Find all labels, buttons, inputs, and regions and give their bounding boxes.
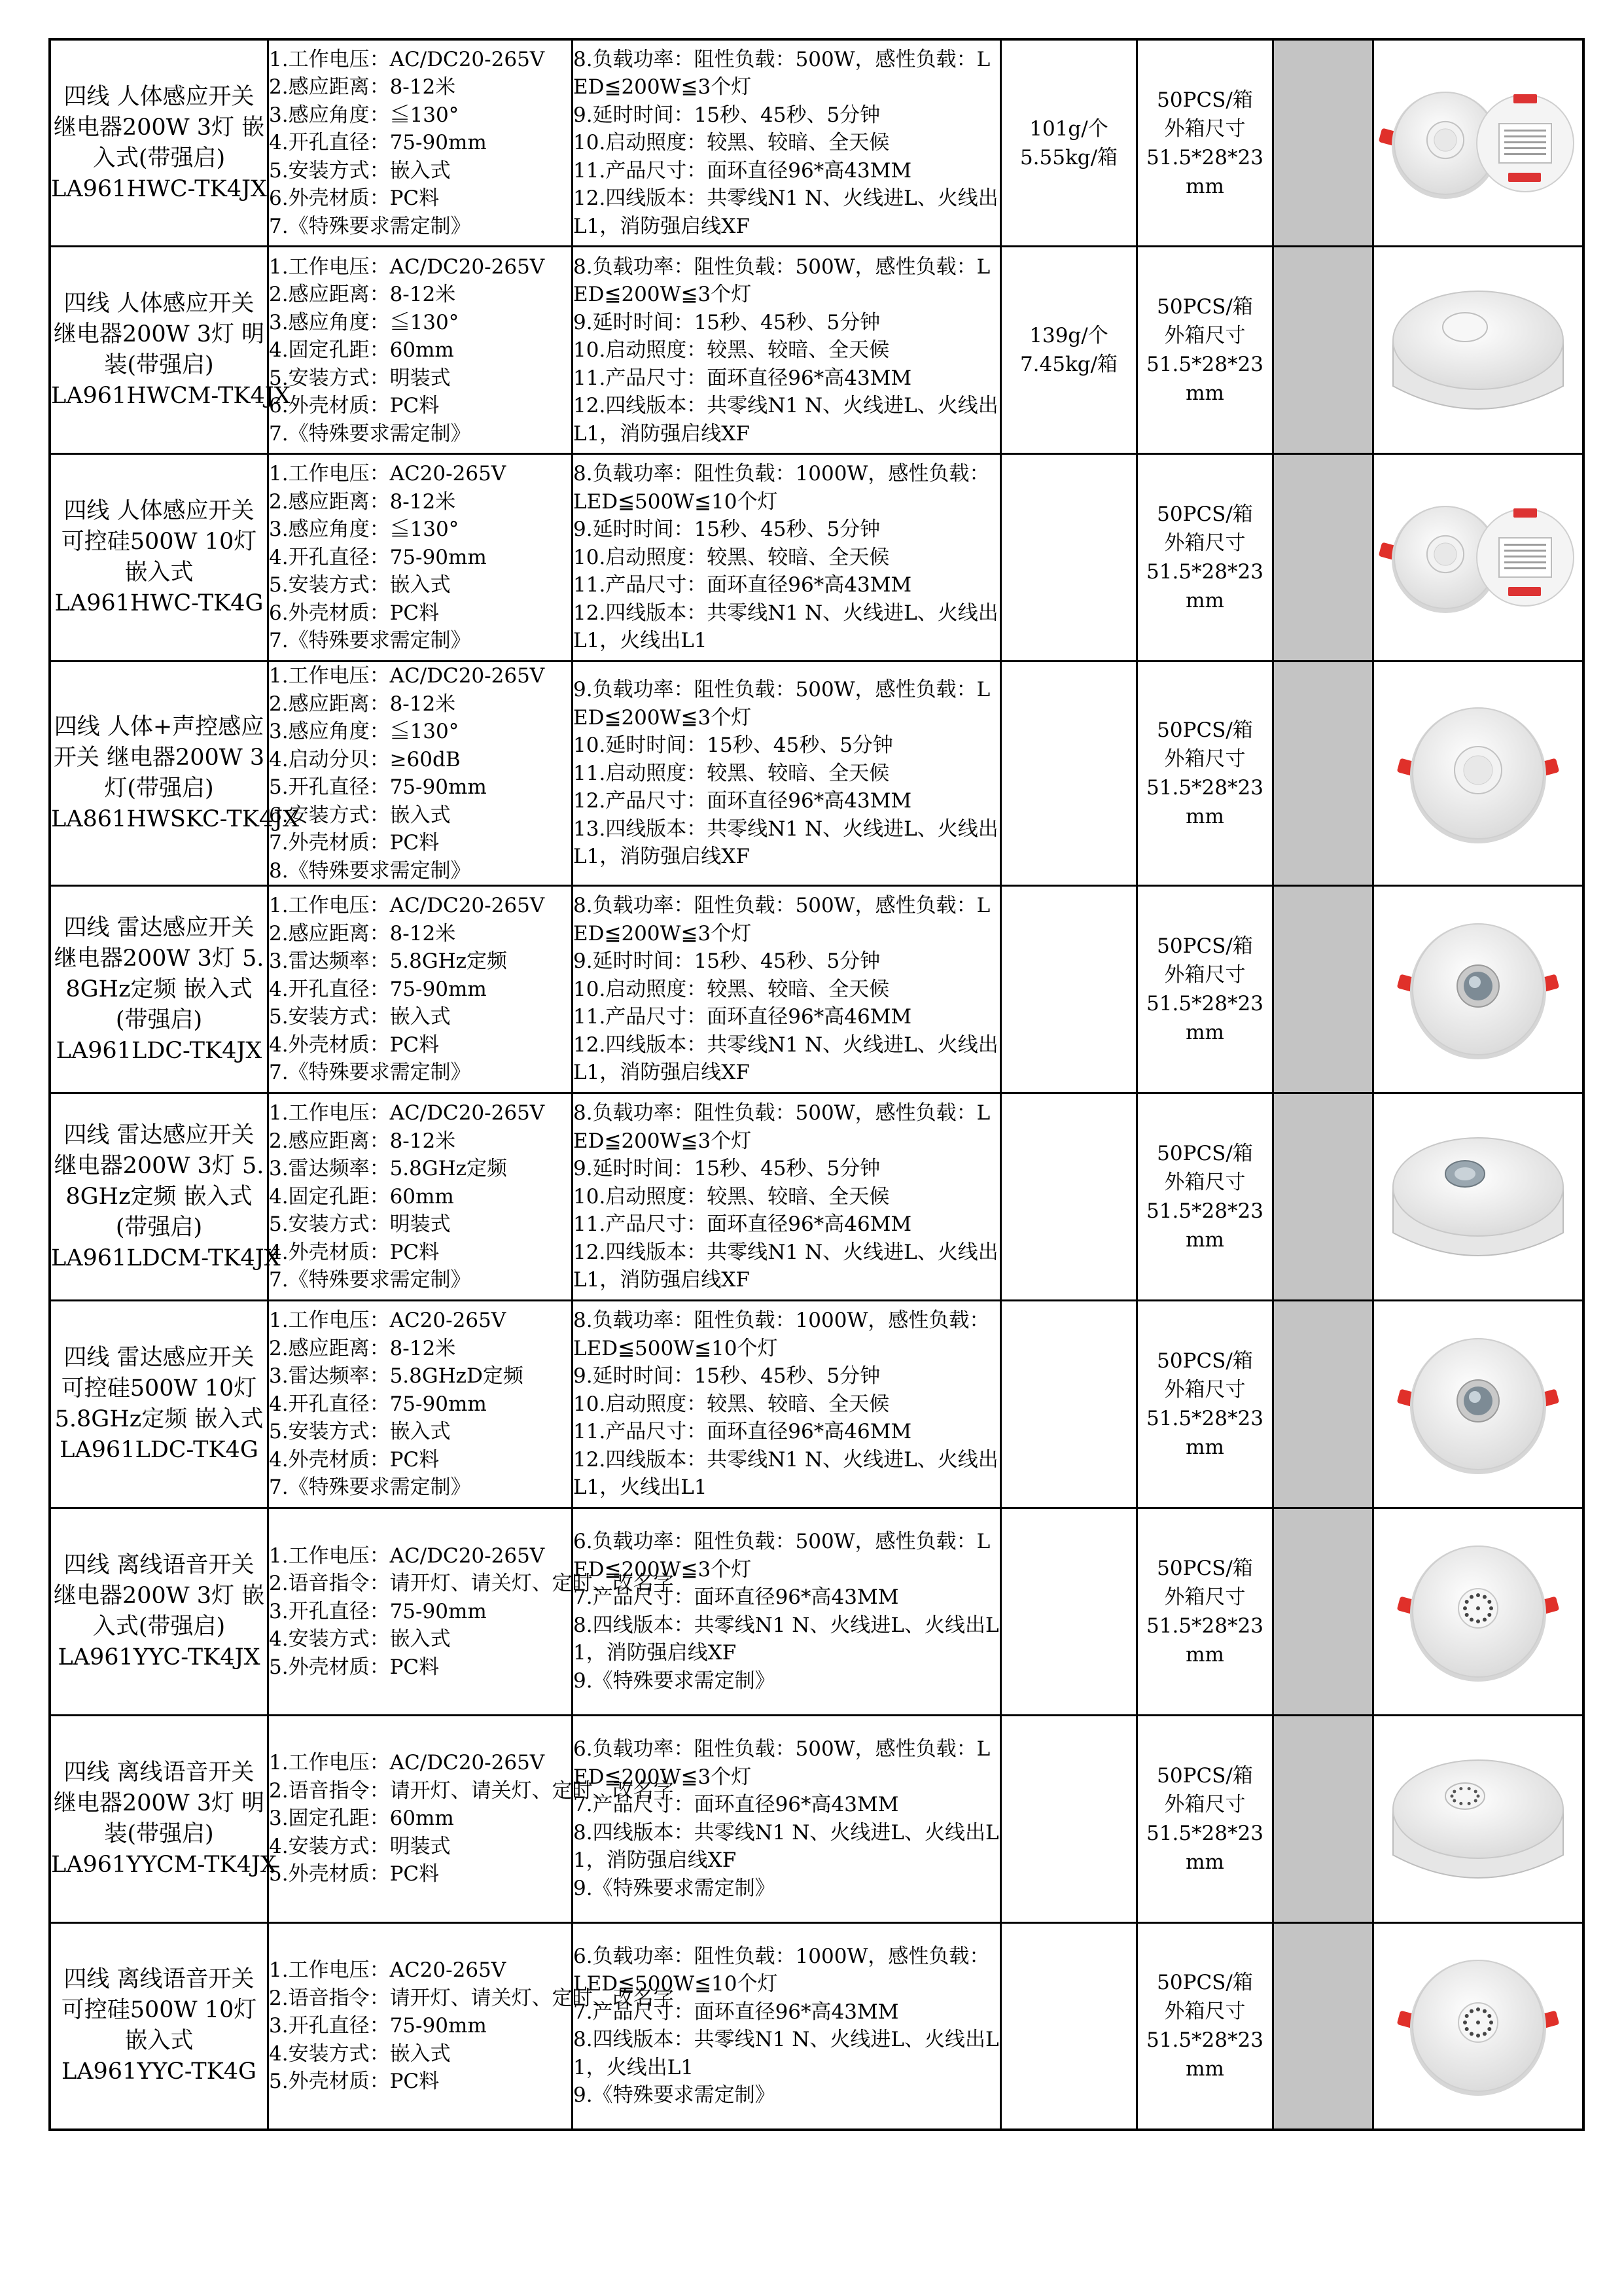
spec-b-line: 12.产品尺寸：面环直径96*高43MM: [573, 789, 912, 813]
spec-b-line: 9.《特殊要求需定制》: [573, 1876, 775, 1900]
spec-column-b: [573, 39, 1001, 247]
pack-line: 51.5*28*23mm: [1146, 1614, 1263, 1667]
spec-b-line: 6.负载功率：阻性负载：1000W，感性负载：LED≦500W≦10个灯: [573, 1944, 990, 1996]
packing-cell: [1137, 247, 1273, 454]
spec-a-line: 3.感应角度：≦130°: [269, 310, 459, 334]
spec-column-a: [268, 1093, 573, 1301]
weight-line: 101g/个: [1029, 116, 1108, 141]
spec-b-line: 11.产品尺寸：面环直径96*高43MM: [573, 158, 912, 183]
spec-a-line: 1.工作电压：AC/DC20-265V: [269, 664, 545, 688]
spec-b-line: 6.负载功率：阻性负载：500W，感性负载：LED≦200W≦3个灯: [573, 1737, 991, 1789]
spec-a-line: 4.外壳材质：PC料: [269, 1447, 440, 1472]
spec-b-line: 8.负载功率：阻性负载：1000W，感性负载：LED≦500W≦10个灯: [573, 462, 990, 514]
packing-cell: [1137, 39, 1273, 247]
pack-line: 51.5*28*23mm: [1146, 1199, 1263, 1252]
spec-a-line: 7.《特殊要求需定制》: [269, 629, 471, 653]
spec-column-a: [268, 1300, 573, 1508]
spec-a-line: 8.《特殊要求需定制》: [269, 858, 471, 883]
spec-a-line: 3.雷达频率：5.8GHz定频: [269, 949, 508, 974]
table-row-10: [50, 1922, 1583, 2130]
pack-line: 50PCS/箱: [1157, 503, 1253, 527]
pack-line: 50PCS/箱: [1157, 88, 1253, 112]
spec-b-line: 8.四线版本：共零线N1 N、火线进L、火线出L1，消防强启线XF: [573, 1820, 999, 1873]
gray-column-cell: [1273, 247, 1373, 454]
table-row-4: [50, 662, 1583, 886]
spec-a-line: 1.工作电压：AC/DC20-265V: [269, 894, 545, 918]
pack-line: 50PCS/箱: [1157, 1349, 1253, 1373]
spec-b-line: 11.产品尺寸：面环直径96*高46MM: [573, 1005, 912, 1029]
gray-column-cell: [1273, 886, 1373, 1093]
spec-a-line: 2.感应距离：8-12米: [269, 283, 456, 307]
spec-b-line: 9.延时时间：15秒、45秒、5分钟: [573, 518, 881, 542]
product-name: 四线 离线语音开关 可控硅500W 10灯 嵌入式: [61, 1966, 257, 2055]
pack-line: 外箱尺寸: [1164, 531, 1246, 556]
product-model: LA961YYCM-TK4JX: [51, 1851, 277, 1878]
pack-line: 50PCS/箱: [1157, 1556, 1253, 1580]
product-model: LA961HWC-TK4G: [54, 590, 264, 617]
spec-a-line: 5.开孔直径：75-90mm: [269, 775, 487, 800]
spec-a-line: 3.开孔直径：75-90mm: [269, 2014, 487, 2038]
spec-a-line: 4.固定孔距：60mm: [269, 1184, 454, 1209]
spec-a-line: 5.安装方式：明装式: [269, 366, 451, 390]
spec-b-line: 7.产品尺寸：面环直径96*高43MM: [573, 2000, 899, 2024]
radar-recessed-icon: [1380, 1309, 1576, 1499]
pack-line: 51.5*28*23mm: [1146, 1821, 1263, 1874]
product-image-cell: [1373, 454, 1584, 662]
spec-a-line: 1.工作电压：AC/DC20-265V: [269, 47, 545, 71]
spec-column-b: [573, 247, 1001, 454]
product-image-cell: [1373, 662, 1584, 886]
spec-a-line: 6.外壳材质：PC料: [269, 601, 440, 625]
weight-cell: [1001, 1508, 1137, 1715]
spec-b-line: 8.负载功率：阻性负载：500W，感性负载：LED≦200W≦3个灯: [573, 47, 991, 99]
product-name-cell: [50, 1093, 281, 1301]
pack-line: 50PCS/箱: [1157, 1971, 1253, 1995]
spec-a-line: 7.外壳材质：PC料: [269, 831, 440, 855]
spec-a-line: 3.固定孔距：60mm: [269, 1807, 454, 1831]
spec-b-line: 10.启动照度：较黑、较暗、全天候: [573, 977, 890, 1001]
spec-a-line: 1.工作电压：AC/DC20-265V: [269, 255, 545, 279]
product-image-cell: [1373, 1715, 1584, 1922]
product-name: 四线 人体感应开关 可控硅500W 10灯 嵌入式: [61, 498, 257, 586]
pack-line: 外箱尺寸: [1164, 1585, 1246, 1609]
spec-a-line: 5.安装方式：嵌入式: [269, 573, 451, 597]
spec-column-a: [268, 886, 573, 1093]
packing-cell: [1137, 1508, 1273, 1715]
spec-a-line: 1.工作电压：AC20-265V: [269, 1958, 506, 1983]
gray-column-cell: [1273, 1508, 1373, 1715]
spec-column-b: [573, 1715, 1001, 1922]
spec-b-line: 9.延时时间：15秒、45秒、5分钟: [573, 1364, 881, 1388]
pack-line: 外箱尺寸: [1164, 2000, 1246, 2024]
spec-a-line: 2.感应距离：8-12米: [269, 1129, 456, 1153]
spec-b-line: 11.产品尺寸：面环直径96*高43MM: [573, 573, 912, 597]
product-image-cell: [1373, 1300, 1584, 1508]
spec-a-line: 7.《特殊要求需定制》: [269, 1061, 471, 1085]
product-model: LA961HWC-TK4JX: [51, 175, 267, 202]
spec-a-line: 1.工作电压：AC20-265V: [269, 462, 506, 486]
spec-a-line: 3.感应角度：≦130°: [269, 103, 459, 127]
spec-b-line: 11.产品尺寸：面环直径96*高46MM: [573, 1212, 912, 1237]
pack-line: 外箱尺寸: [1164, 747, 1246, 771]
weight-cell: [1001, 454, 1137, 662]
spec-column-b: [573, 1508, 1001, 1715]
spec-a-line: 4.安装方式：明装式: [269, 1834, 451, 1858]
spec-a-line: 4.外壳材质：PC料: [269, 1240, 440, 1264]
table-row-2: [50, 247, 1583, 454]
pack-line: 外箱尺寸: [1164, 1377, 1246, 1402]
spec-a-line: 3.开孔直径：75-90mm: [269, 1599, 487, 1623]
product-image-cell: [1373, 886, 1584, 1093]
spec-a-line: 2.感应距离：8-12米: [269, 1336, 456, 1360]
packing-cell: [1137, 1922, 1273, 2130]
product-image-cell: [1373, 1508, 1584, 1715]
spec-b-line: 12.四线版本：共零线N1 N、火线进L、火线出L1，消防强启线XF: [573, 394, 998, 446]
gray-column-cell: [1273, 662, 1373, 886]
pir-surface-mount-icon: [1380, 255, 1576, 445]
spec-b-line: 12.四线版本：共零线N1 N、火线进L、火线出L1，消防强启线XF: [573, 1033, 998, 1085]
spec-column-b: [573, 662, 1001, 886]
weight-cell: [1001, 247, 1137, 454]
packing-cell: [1137, 886, 1273, 1093]
pir-recessed-icon: [1380, 679, 1576, 868]
product-name: 四线 雷达感应开关 继电器200W 3灯 5.8GHz定频 嵌入式(带强启): [54, 914, 264, 1033]
spec-column-a: [268, 454, 573, 662]
pack-line: 50PCS/箱: [1157, 1142, 1253, 1165]
spec-b-line: 9.《特殊要求需定制》: [573, 2083, 775, 2108]
product-name-cell: [50, 247, 291, 454]
weight-cell: [1001, 39, 1137, 247]
spec-a-line: 5.外壳材质：PC料: [269, 2070, 440, 2094]
spec-b-line: 8.负载功率：阻性负载：500W，感性负载：LED≦200W≦3个灯: [573, 894, 991, 945]
product-image-cell: [1373, 1093, 1584, 1301]
weight-cell: [1001, 1715, 1137, 1922]
product-model: LA861HWSKC-TK4JX: [51, 806, 300, 833]
spec-a-line: 2.感应距离：8-12米: [269, 489, 456, 514]
packing-cell: [1137, 1300, 1273, 1508]
product-image-cell: [1373, 1922, 1584, 2130]
product-name-cell: [50, 662, 300, 886]
table-row-8: [50, 1508, 1583, 1715]
weight-cell: [1001, 662, 1137, 886]
product-name-cell: [50, 1508, 268, 1715]
radar-recessed-icon: [1380, 894, 1576, 1084]
spec-a-line: 6.安装方式：嵌入式: [269, 803, 451, 827]
spec-a-line: 5.安装方式：明装式: [269, 1212, 451, 1237]
spec-b-line: 10.延时时间：15秒、45秒、5分钟: [573, 733, 893, 758]
pack-line: 50PCS/箱: [1157, 1763, 1253, 1788]
table-row-6: [50, 1093, 1583, 1301]
pir-recessed-with-back-icon: [1380, 463, 1576, 652]
product-name: 四线 人体感应开关 继电器200W 3灯 明装(带强启): [53, 291, 265, 379]
spec-a-line: 2.感应距离：8-12米: [269, 921, 456, 945]
spec-b-line: 12.四线版本：共零线N1 N、火线进L、火线出L1，火线出L1: [573, 1447, 998, 1500]
spec-a-line: 1.工作电压：AC/DC20-265V: [269, 1544, 545, 1568]
spec-b-line: 12.四线版本：共零线N1 N、火线进L、火线出L1，消防强启线XF: [573, 186, 998, 238]
spec-a-line: 2.语音指令：请开灯、请关灯、定时、改名字: [269, 1572, 674, 1596]
spec-b-line: 8.负载功率：阻性负载：500W，感性负载：LED≦200W≦3个灯: [573, 255, 991, 307]
packing-cell: [1137, 662, 1273, 886]
product-name: 四线 雷达感应开关 继电器200W 3灯 5.8GHz定频 嵌入式(带强启): [54, 1122, 264, 1241]
spec-column-b: [573, 886, 1001, 1093]
spec-a-line: 4.外壳材质：PC料: [269, 1033, 440, 1057]
spec-column-b: [573, 1093, 1001, 1301]
spec-a-line: 4.开孔直径：75-90mm: [269, 977, 487, 1001]
voice-recessed-icon: [1380, 1931, 1576, 2121]
spec-a-line: 3.雷达频率：5.8GHz定频: [269, 1157, 508, 1181]
table-row-9: [50, 1715, 1583, 1922]
spec-a-line: 2.感应距离：8-12米: [269, 75, 456, 99]
spec-b-line: 11.产品尺寸：面环直径96*高43MM: [573, 366, 912, 390]
spec-b-line: 7.产品尺寸：面环直径96*高43MM: [573, 1793, 899, 1817]
spec-a-line: 4.启动分贝：≥60dB: [269, 747, 461, 771]
spec-b-line: 7.产品尺寸：面环直径96*高43MM: [573, 1585, 899, 1610]
product-model: LA961LDCM-TK4JX: [51, 1245, 281, 1271]
pack-line: 51.5*28*23mm: [1146, 560, 1263, 613]
spec-a-line: 4.安装方式：嵌入式: [269, 1627, 451, 1651]
pack-line: 外箱尺寸: [1164, 116, 1246, 141]
spec-b-line: 9.延时时间：15秒、45秒、5分钟: [573, 310, 881, 334]
product-name: 四线 雷达感应开关 可控硅500W 10灯 5.8GHz定频 嵌入式: [54, 1344, 264, 1432]
pack-line: 51.5*28*23mm: [1146, 2028, 1263, 2081]
product-name: 四线 离线语音开关 继电器200W 3灯 嵌入式(带强启): [53, 1551, 265, 1640]
spec-a-line: 7.《特殊要求需定制》: [269, 421, 471, 446]
spec-b-line: 12.四线版本：共零线N1 N、火线进L、火线出L1，消防强启线XF: [573, 1240, 998, 1292]
pir-recessed-with-back-icon: [1380, 48, 1576, 238]
product-model: LA961LDC-TK4JX: [56, 1037, 262, 1064]
pack-line: 外箱尺寸: [1164, 1792, 1246, 1816]
product-model: LA961LDC-TK4G: [60, 1436, 258, 1463]
spec-b-line: 10.启动照度：较黑、较暗、全天候: [573, 1184, 890, 1209]
spec-b-line: 9.《特殊要求需定制》: [573, 1669, 775, 1693]
spec-column-a: [268, 39, 573, 247]
spec-b-line: 9.负载功率：阻性负载：500W，感性负载：LED≦200W≦3个灯: [573, 678, 991, 730]
product-table: [48, 38, 1585, 2131]
pack-line: 外箱尺寸: [1164, 324, 1246, 348]
spec-b-line: 9.延时时间：15秒、45秒、5分钟: [573, 1157, 881, 1181]
spec-b-line: 10.启动照度：较黑、较暗、全天候: [573, 338, 890, 362]
spec-column-a: [268, 662, 573, 886]
table-row-1: [50, 39, 1583, 247]
spec-a-line: 5.外壳材质：PC料: [269, 1862, 440, 1886]
pack-line: 50PCS/箱: [1157, 295, 1253, 319]
spec-a-line: 4.开孔直径：75-90mm: [269, 545, 487, 569]
product-name-cell: [50, 454, 268, 662]
gray-column-cell: [1273, 1300, 1373, 1508]
packing-cell: [1137, 1093, 1273, 1301]
gray-column-cell: [1273, 39, 1373, 247]
spec-a-line: 4.开孔直径：75-90mm: [269, 131, 487, 155]
gray-column-cell: [1273, 1093, 1373, 1301]
spec-b-line: 6.负载功率：阻性负载：500W，感性负载：LED≦200W≦3个灯: [573, 1530, 991, 1581]
radar-surface-mount-icon: [1380, 1102, 1576, 1292]
product-name: 四线 离线语音开关 继电器200W 3灯 明装(带强启): [53, 1759, 265, 1847]
product-name: 四线 人体+声控感应开关 继电器200W 3灯(带强启): [53, 714, 265, 802]
spec-column-b: [573, 1300, 1001, 1508]
spec-a-line: 5.安装方式：嵌入式: [269, 1005, 451, 1029]
product-model: LA961YYC-TK4JX: [58, 1644, 260, 1670]
product-name-cell: [50, 1715, 277, 1922]
weight-cell: [1001, 1300, 1137, 1508]
spec-b-line: 10.启动照度：较黑、较暗、全天候: [573, 545, 890, 569]
table-row-3: [50, 454, 1583, 662]
weight-cell: [1001, 1922, 1137, 2130]
product-model: LA961HWCM-TK4JX: [51, 383, 291, 410]
spec-b-line: 11.启动照度：较黑、较暗、全天候: [573, 761, 890, 785]
spec-b-line: 8.负载功率：阻性负载：1000W，感性负载：LED≦500W≦10个灯: [573, 1309, 990, 1360]
weight-line: 5.55kg/箱: [1019, 145, 1118, 169]
spec-a-line: 1.工作电压：AC20-265V: [269, 1309, 506, 1333]
spec-a-line: 5.安装方式：嵌入式: [269, 158, 451, 183]
spec-a-line: 6.外壳材质：PC料: [269, 186, 440, 211]
pack-line: 51.5*28*23mm: [1146, 145, 1263, 198]
spec-b-line: 8.四线版本：共零线N1 N、火线进L、火线出L1，消防强启线XF: [573, 1613, 999, 1665]
pack-line: 51.5*28*23mm: [1146, 1406, 1263, 1459]
pack-line: 50PCS/箱: [1157, 718, 1253, 743]
product-name-cell: [50, 886, 268, 1093]
gray-column-cell: [1273, 454, 1373, 662]
spec-a-line: 6.外壳材质：PC料: [269, 394, 440, 418]
spec-a-line: 4.安装方式：嵌入式: [269, 2041, 451, 2066]
spec-b-line: 10.启动照度：较黑、较暗、全天候: [573, 1392, 890, 1416]
product-name: 四线 人体感应开关 继电器200W 3灯 嵌入式(带强启): [53, 83, 265, 171]
spec-a-line: 7.《特殊要求需定制》: [269, 1475, 471, 1500]
weight-cell: [1001, 886, 1137, 1093]
spec-a-line: 1.工作电压：AC/DC20-265V: [269, 1101, 545, 1125]
spec-column-a: [268, 247, 573, 454]
spec-b-line: 8.四线版本：共零线N1 N、火线进L、火线出L1，火线出L1: [573, 2028, 999, 2079]
product-image-cell: [1373, 39, 1584, 247]
spec-b-line: 12.四线版本：共零线N1 N、火线进L、火线出L1，火线出L1: [573, 601, 998, 653]
spec-a-line: 2.语音指令：请开灯、请关灯、定时、改名字: [269, 1986, 674, 2010]
weight-cell: [1001, 1093, 1137, 1301]
spec-a-line: 5.安装方式：嵌入式: [269, 1420, 451, 1444]
pack-line: 外箱尺寸: [1164, 963, 1246, 987]
gray-column-cell: [1273, 1715, 1373, 1922]
product-name-cell: [50, 1300, 268, 1508]
packing-cell: [1137, 1715, 1273, 1922]
spec-a-line: 2.感应距离：8-12米: [269, 692, 456, 716]
table-row-7: [50, 1300, 1583, 1508]
spec-column-b: [573, 1922, 1001, 2130]
spec-a-line: 1.工作电压：AC/DC20-265V: [269, 1751, 545, 1775]
spec-a-line: 3.感应角度：≦130°: [269, 720, 459, 744]
spec-b-line: 10.启动照度：较黑、较暗、全天候: [573, 131, 890, 155]
voice-recessed-icon: [1380, 1517, 1576, 1706]
table-row-5: [50, 886, 1583, 1093]
spec-a-line: 2.语音指令：请开灯、请关灯、定时、改名字: [269, 1778, 674, 1803]
product-name-cell: [50, 39, 268, 247]
product-name-cell: [50, 1922, 268, 2130]
weight-line: 7.45kg/箱: [1019, 353, 1118, 377]
gray-column-cell: [1273, 1922, 1373, 2130]
spec-b-line: 11.产品尺寸：面环直径96*高46MM: [573, 1420, 912, 1444]
pack-line: 50PCS/箱: [1157, 934, 1253, 959]
spec-a-line: 4.开孔直径：75-90mm: [269, 1392, 487, 1416]
pack-line: 外箱尺寸: [1164, 1171, 1246, 1194]
spec-a-line: 7.《特殊要求需定制》: [269, 214, 471, 238]
spec-b-line: 8.负载功率：阻性负载：500W，感性负载：LED≦200W≦3个灯: [573, 1101, 991, 1153]
spec-b-line: 9.延时时间：15秒、45秒、5分钟: [573, 103, 881, 127]
product-model: LA961YYC-TK4G: [62, 2058, 256, 2085]
spec-a-line: 5.外壳材质：PC料: [269, 1655, 440, 1679]
pack-line: 51.5*28*23mm: [1146, 353, 1263, 406]
spec-a-line: 4.固定孔距：60mm: [269, 338, 454, 362]
spec-a-line: 7.《特殊要求需定制》: [269, 1268, 471, 1292]
spec-a-line: 3.感应角度：≦130°: [269, 518, 459, 542]
packing-cell: [1137, 454, 1273, 662]
product-image-cell: [1373, 247, 1584, 454]
spec-b-line: 13.四线版本：共零线N1 N、火线进L、火线出L1，消防强启线XF: [573, 817, 998, 869]
weight-line: 139g/个: [1029, 324, 1108, 348]
spec-column-b: [573, 454, 1001, 662]
voice-surface-mount-icon: [1380, 1724, 1576, 1914]
spec-b-line: 9.延时时间：15秒、45秒、5分钟: [573, 949, 881, 974]
pack-line: 51.5*28*23mm: [1146, 992, 1263, 1045]
product-table-body: [50, 39, 1583, 2130]
pack-line: 51.5*28*23mm: [1146, 776, 1263, 829]
spec-a-line: 3.雷达频率：5.8GHzD定频: [269, 1364, 523, 1388]
